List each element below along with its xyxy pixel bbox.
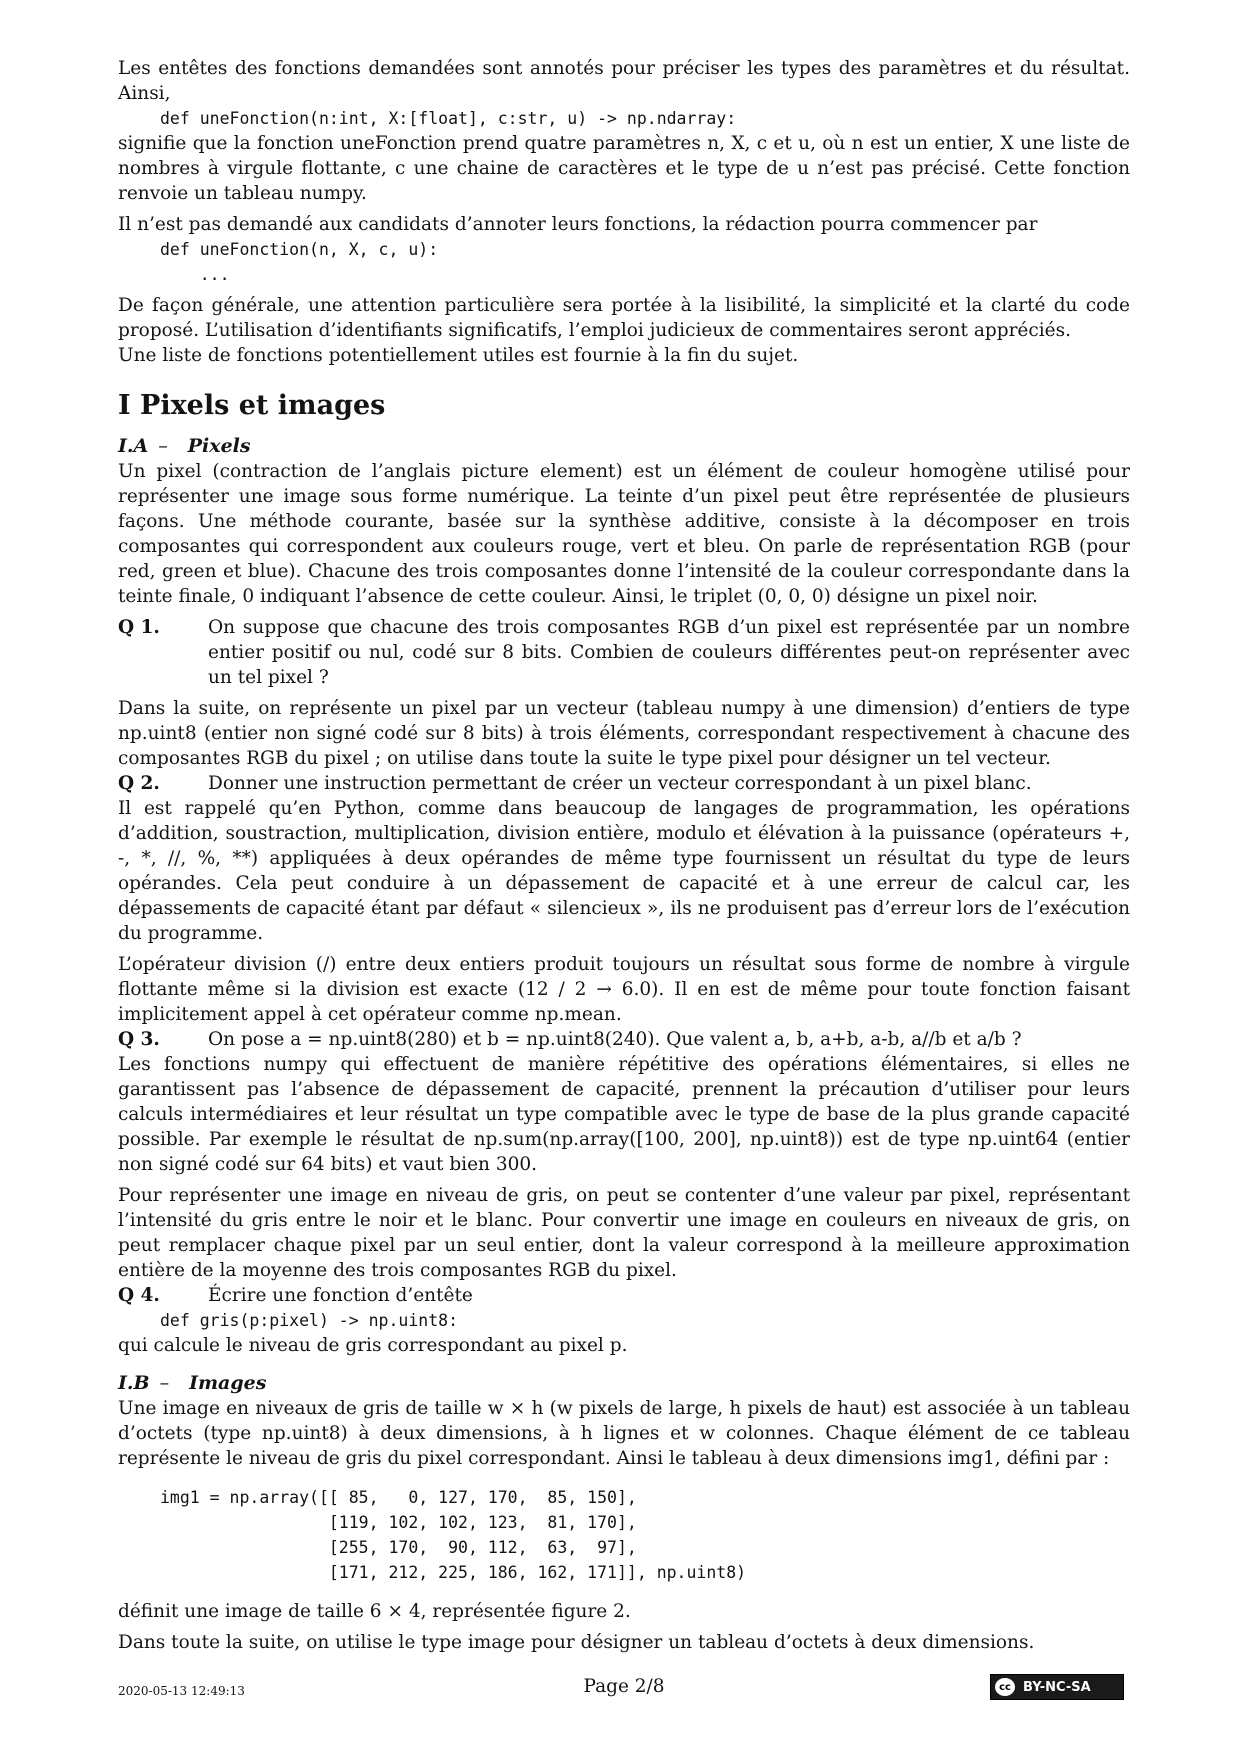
intro-paragraph-1: Les entêtes des fonctions demandées sont annotés pour préciser les types des paramètres et du résultat. Ainsi, [118,58,1130,104]
code-gris-signature: def gris(p:pixel) -> np.uint8: [160,1311,459,1330]
footer-timestamp: 2020-05-13 12:49:13 [118,1684,245,1698]
question-label: Q 2. [118,773,160,794]
page-footer [118,1676,1130,1706]
question-text: On suppose que chacune des trois composantes RGB d’un pixel est représentée par un nombre entier positif ou nul, codé sur 8 bits. Combien de couleurs différentes peut-on représenter avec un tel pixel ? [208,617,1130,688]
footer-page-number: Page 2/8 [583,1676,665,1697]
subsection-heading-pixels [118,435,1130,457]
question-label: Q 3. [118,1029,160,1050]
subsection-number: I.A [118,435,149,457]
intro-paragraph-4: De façon générale, une attention particulière sera portée à la lisibilité, la simplicité et la clarté du code proposé. L’utilisation d’identifiants significatifs, l’emploi judicieux de commentaires seront appréciés. [118,295,1130,341]
code-img1-array: img1 = np.array([[ 85, 0, 127, 170, 85, 150], [119, 102, 102, 123, 81, 170], [255, 170, 90, 112, 63, 97], [171, 212, 225, 186, 162, 171]], np.uint8) [160,1488,747,1582]
pixels-paragraph-5: Les fonctions numpy qui effectuent de manière répétitive des opérations élémentaires, si elles ne garantissent pas l’absence de dépassement de capacité, prennent la précaution d’utiliser pour leurs calculs intermédiaires et leur résultat un type compatible avec le type de base de la plus grande capacité possible. Par exemple le résultat de np.sum(np.array([100, 200], np.uint8)) est de type np.uint64 (entier non signé codé sur 64 bits) et vaut bien 300. [118,1054,1130,1175]
question-1 [118,615,1130,690]
pixels-paragraph-7: qui calcule le niveau de gris correspondant au pixel p. [118,1335,628,1356]
section-title: I Pixels et images [118,390,386,421]
images-paragraph-1: Une image en niveaux de gris de taille w × h (w pixels de large, h pixels de haut) est associée à un tableau d’octets (type np.uint8) à deux dimensions, à h lignes et w colonnes. Chaque élément de ce tableau représente le niveau de gris du pixel correspondant. Ainsi le tableau à deux dimensions img1, défini par : [118,1398,1130,1469]
pixels-paragraph-4: L’opérateur division (/) entre deux entiers produit toujours un résultat sous forme de nombre à virgule flottante même si la division est exacte (12 / 2 → 6.0). Il en est de même pour toute fonction faisant implicitement appel à cet opérateur comme np.mean. [118,954,1130,1025]
subsection-title: Pixels [187,435,251,457]
images-paragraph-3: Dans toute la suite, on utilise le type image pour désigner un tableau d’octets à deux dimensions. [118,1632,1035,1653]
subsection-heading-images [118,1372,1130,1394]
question-4 [118,1283,1130,1308]
intro-paragraph-5: Une liste de fonctions potentiellement utiles est fournie à la fin du sujet. [118,345,799,366]
question-text: Écrire une fonction d’entête [208,1285,473,1306]
subsection-title: Images [189,1372,267,1394]
question-3 [118,1027,1130,1052]
intro-paragraph-2: signifie que la fonction uneFonction prend quatre paramètres n, X, c et u, où n est un entier, X une liste de nombres à virgule flottante, c une chaine de caractères et le type de u n’est pas précisé. Cette fonction renvoie un tableau numpy. [118,133,1130,204]
question-2 [118,771,1130,796]
intro-paragraph-3: Il n’est pas demandé aux candidats d’annoter leurs fonctions, la rédaction pourra commencer par [118,214,1038,235]
creative-commons-icon: cc [995,1678,1015,1696]
pixels-paragraph-3: Il est rappelé qu’en Python, comme dans beaucoup de langages de programmation, les opérations d’addition, soustraction, multiplication, division entière, modulo et élévation à la puissance (opérateurs +, -, *, //, %, **) appliquées à deux opérandes de même type fournissent un résultat du type de leurs opérandes. Cela peut conduire à un dépassement de capacité et à une erreur de calcul car, les dépassements de capacité étant par défaut « silencieux », ils ne produisent pas d’erreur lors de l’exécution du programme. [118,798,1130,944]
subsection-number: I.B [118,1372,150,1394]
pixels-paragraph-6: Pour représenter une image en niveau de gris, on peut se contenter d’une valeur par pixel, représentant l’intensité du gris entre le noir et le blanc. Pour convertir une image en couleurs en niveaux de gris, on peut remplacer chaque pixel par un seul entier, dont la valeur correspond à la meilleure approximation entière de la moyenne des trois composantes RGB du pixel. [118,1185,1130,1281]
code-example-signature: def uneFonction(n:int, X:[float], c:str, u) -> np.ndarray: [160,109,737,128]
page-body [118,56,1130,1655]
license-label: BY-NC-SA [1023,1679,1091,1695]
code-example-plain: def uneFonction(n, X, c, u): ... [160,240,439,284]
question-text: On pose a = np.uint8(280) et b = np.uint8(240). Que valent a, b, a+b, a-b, a//b et a/b ? [208,1029,1022,1050]
pixels-paragraph-1: Un pixel (contraction de l’anglais picture element) est un élément de couleur homogène utilisé pour représenter une image sous forme numérique. La teinte d’un pixel peut être représentée de plusieurs façons. Une méthode courante, basée sur la synthèse additive, consiste à la décomposer en trois composantes qui correspondent aux couleurs rouge, vert et bleu. On parle de représentation RGB (pour red, green et blue). Chacune des trois composantes donne l’intensité de la couleur correspondante dans la teinte finale, 0 indiquant l’absence de cette couleur. Ainsi, le triplet (0, 0, 0) désigne un pixel noir. [118,461,1130,607]
subsection-dash: – [158,435,168,457]
images-paragraph-2: définit une image de taille 6 × 4, représentée figure 2. [118,1601,631,1622]
question-text: Donner une instruction permettant de créer un vecteur correspondant à un pixel blanc. [208,773,1032,794]
subsection-dash: – [159,1372,170,1394]
question-label: Q 1. [118,617,160,638]
question-label: Q 4. [118,1285,160,1306]
license-badge [990,1674,1124,1700]
pixels-paragraph-2: Dans la suite, on représente un pixel par un vecteur (tableau numpy à une dimension) d’entiers de type np.uint8 (entier non signé codé sur 8 bits) à trois éléments, correspondant respectivement à chacune des composantes RGB du pixel ; on utilise dans toute la suite le type pixel pour désigner un tel vecteur. [118,698,1130,769]
